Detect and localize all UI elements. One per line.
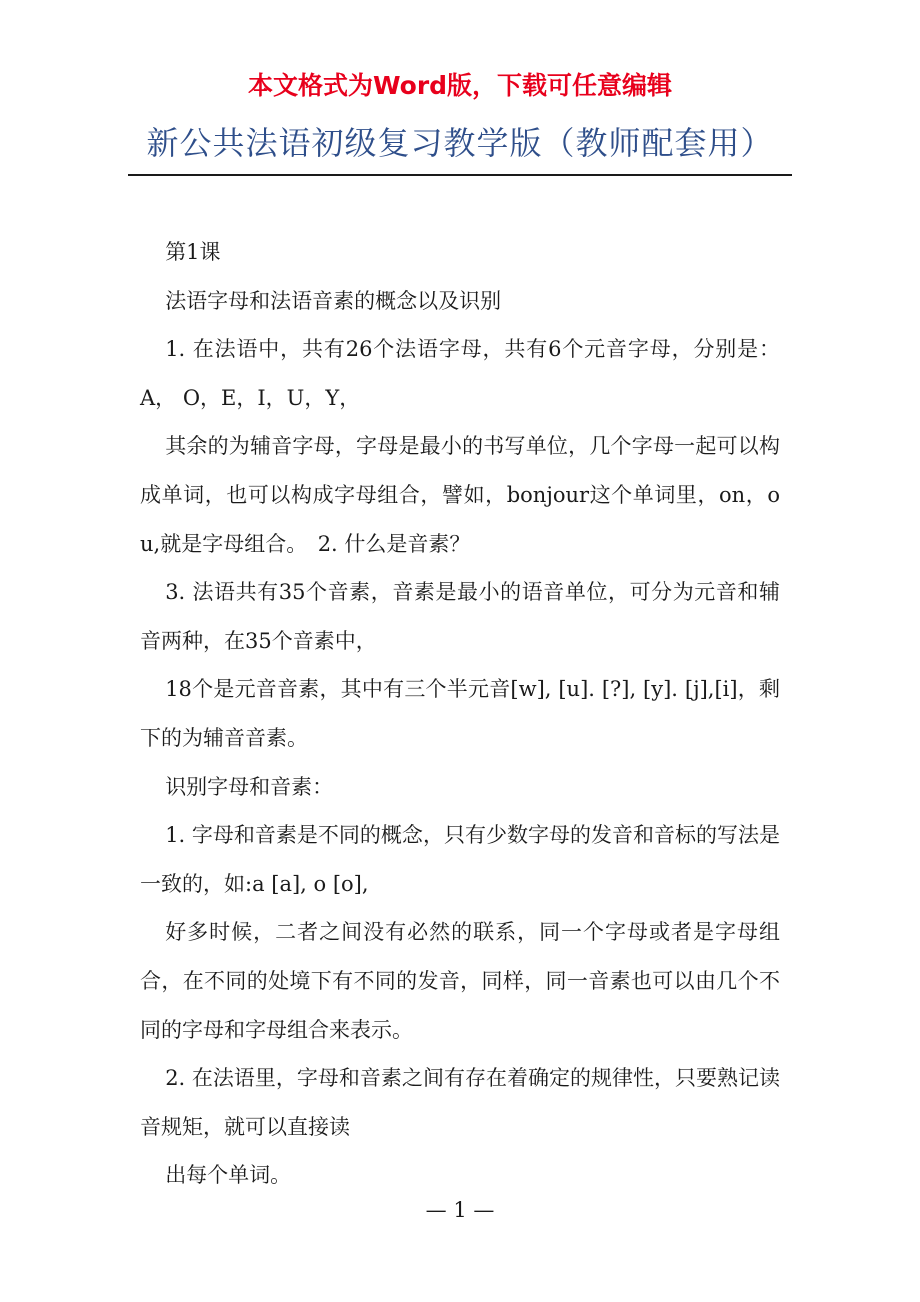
section-heading: 识别字母和音素： [165, 774, 334, 799]
title-divider [128, 174, 792, 176]
lesson-heading: 第1课 [165, 240, 221, 264]
body-paragraph: 出每个单词。 [165, 1163, 292, 1188]
body-paragraph: 1. 在法语中，共有26个法语字母，共有6个元音字母，分别是：A， O，E，I，U，Y， [140, 337, 780, 410]
body-paragraph: 其余的为辅音字母，字母是最小的书写单位，几个字母一起可以构成单词，也可以构成字母组合，譬如，bonjour这个单词里，on，ou,就是字母组合。 2. 什么是音素？ [140, 434, 780, 556]
document-body [140, 228, 780, 1200]
body-paragraph: 1. 字母和音素是不同的概念，只有少数字母的发音和音标的写法是一致的，如:a [a], o [o], [140, 823, 780, 896]
lesson-topic: 法语字母和法语音素的概念以及识别 [165, 288, 502, 313]
body-paragraph: 好多时候，二者之间没有必然的联系，同一个字母或者是字母组合，在不同的处境下有不同的发音，同样，同一音素也可以由几个不同的字母和字母组合来表示。 [140, 920, 780, 1042]
page-number: — 1 — [425, 1198, 495, 1222]
document-title: 新公共法语初级复习教学版（教师配套用） [146, 124, 774, 162]
body-paragraph: 2. 在法语里，字母和音素之间有存在着确定的规律性，只要熟记读音规矩，就可以直接读 [140, 1066, 780, 1139]
body-paragraph: 18个是元音音素，其中有三个半元音[w], [u]. [?], [y]. [j],[i]，剩下的为辅音音素。 [140, 677, 780, 750]
download-banner: 本文格式为Word版，下载可任意编辑 [247, 71, 673, 100]
body-paragraph: 3. 法语共有35个音素，音素是最小的语音单位，可分为元音和辅音两种，在35个音素中， [140, 580, 780, 653]
